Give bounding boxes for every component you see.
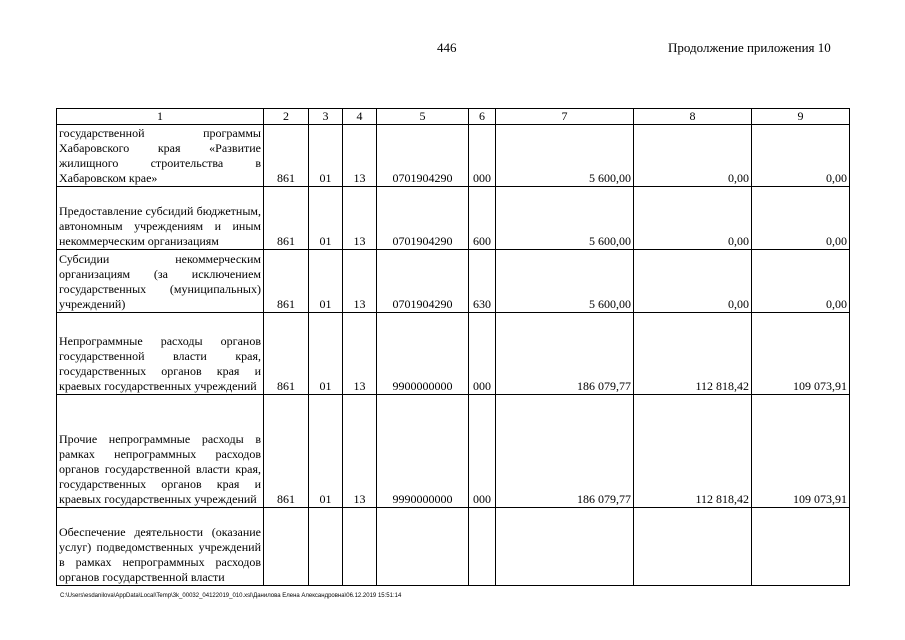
expense-type-code: 000 (469, 125, 496, 187)
page-number: 446 (437, 40, 457, 55)
row-name: Непрограммные расходы органов государственной власти края, государственных органов края и краевых государственных учреждений (57, 313, 264, 395)
row-name: Обеспечение деятельности (оказание услуг) подведомственных учреждений в рамках непрограммных расходов органов государственной власти (57, 508, 264, 586)
amount-col8: 0,00 (634, 250, 752, 313)
row-name: Субсидии некоммерческим организациям (за исключением государственных (муниципальных) учреждений) (57, 250, 264, 313)
amount-col9: 0,00 (752, 250, 850, 313)
amount-col7: 5 600,00 (496, 250, 634, 313)
column-header: 2 (264, 109, 309, 125)
table-row (57, 250, 850, 313)
subsection-code: 13 (343, 395, 377, 508)
amount-col7 (496, 508, 634, 586)
amount-col9: 0,00 (752, 187, 850, 250)
continuation-label: Продолжение приложения 10 (668, 40, 831, 55)
expense-type-code: 600 (469, 187, 496, 250)
column-header: 7 (496, 109, 634, 125)
amount-col7: 5 600,00 (496, 125, 634, 187)
table-row (57, 125, 850, 187)
row-name: Прочие непрограммные расходы в рамках непрограммных расходов органов государственной власти края, государственных органов края и краевых государственных учреждений (57, 395, 264, 508)
table-row (57, 187, 850, 250)
admin-code: 861 (264, 250, 309, 313)
column-header: 8 (634, 109, 752, 125)
admin-code: 861 (264, 187, 309, 250)
subsection-code: 13 (343, 187, 377, 250)
column-header: 9 (752, 109, 850, 125)
amount-col8: 112 818,42 (634, 395, 752, 508)
subsection-code: 13 (343, 125, 377, 187)
section-code (309, 508, 343, 586)
subsection-code: 13 (343, 250, 377, 313)
amount-col8: 0,00 (634, 125, 752, 187)
budget-table (56, 108, 850, 586)
table-header-row (57, 109, 850, 125)
target-article-code: 9900000000 (377, 313, 469, 395)
subsection-code (343, 508, 377, 586)
amount-col7: 5 600,00 (496, 187, 634, 250)
amount-col8: 0,00 (634, 187, 752, 250)
section-code: 01 (309, 313, 343, 395)
column-header: 3 (309, 109, 343, 125)
amount-col7: 186 079,77 (496, 395, 634, 508)
expense-type-code: 000 (469, 313, 496, 395)
table-row (57, 508, 850, 586)
target-article-code: 0701904290 (377, 250, 469, 313)
amount-col8 (634, 508, 752, 586)
subsection-code: 13 (343, 313, 377, 395)
amount-col9 (752, 508, 850, 586)
admin-code: 861 (264, 395, 309, 508)
column-header: 4 (343, 109, 377, 125)
column-header: 5 (377, 109, 469, 125)
expense-type-code: 000 (469, 395, 496, 508)
target-article-code (377, 508, 469, 586)
amount-col9: 109 073,91 (752, 395, 850, 508)
row-name: государственной программы Хабаровского края «Развитие жилищного строительства в Хабаровском крае» (57, 125, 264, 187)
amount-col8: 112 818,42 (634, 313, 752, 395)
section-code: 01 (309, 395, 343, 508)
row-name: Предоставление субсидий бюджетным, автономным учреждениям и иным некоммерческим организациям (57, 187, 264, 250)
amount-col7: 186 079,77 (496, 313, 634, 395)
table-row (57, 313, 850, 395)
target-article-code: 0701904290 (377, 187, 469, 250)
expense-type-code: 630 (469, 250, 496, 313)
section-code: 01 (309, 187, 343, 250)
file-path-footer: C:\Users\esdanilova\AppData\Local\Temp\3k_00032_04122019_010.xsl\Данилова Елена Александровна\06.12.2019 15:51:14 (60, 593, 402, 599)
column-header: 1 (57, 109, 264, 125)
section-code: 01 (309, 250, 343, 313)
amount-col9: 0,00 (752, 125, 850, 187)
column-header: 6 (469, 109, 496, 125)
expense-type-code (469, 508, 496, 586)
admin-code: 861 (264, 313, 309, 395)
target-article-code: 9990000000 (377, 395, 469, 508)
section-code: 01 (309, 125, 343, 187)
admin-code (264, 508, 309, 586)
admin-code: 861 (264, 125, 309, 187)
target-article-code: 0701904290 (377, 125, 469, 187)
amount-col9: 109 073,91 (752, 313, 850, 395)
table-row (57, 395, 850, 508)
